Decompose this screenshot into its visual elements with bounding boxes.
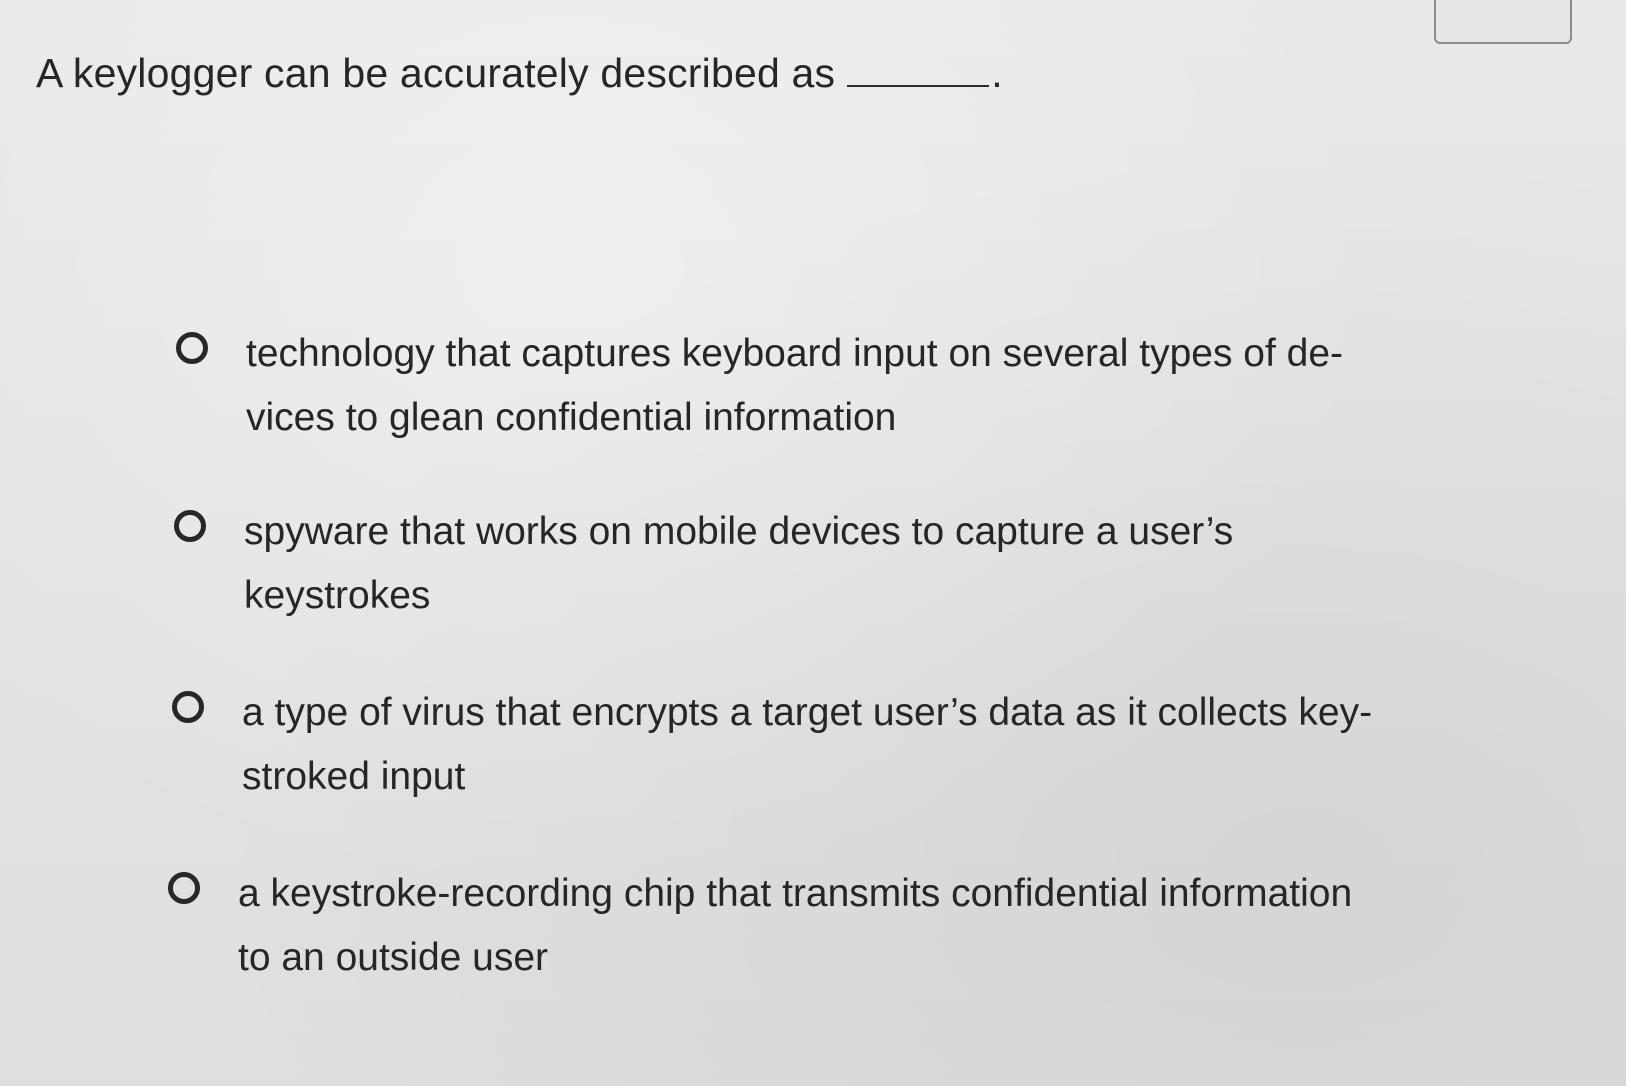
answer-option-4[interactable] [168, 862, 1478, 990]
answer-option-line: vices to glean confidential information [246, 396, 897, 439]
radio-button-icon[interactable] [174, 510, 206, 542]
answer-option-line: to an outside user [238, 936, 549, 979]
radio-button-icon[interactable] [176, 332, 208, 364]
answer-option-label[interactable] [242, 681, 1482, 809]
question-text [36, 48, 1003, 98]
answer-option-line: a keystroke-recording chip that transmits confidential information [238, 872, 1353, 915]
question-prompt: A keylogger can be accurately described as [36, 50, 836, 96]
answer-option-line: technology that captures keyboard input on several types of de- [246, 332, 1344, 375]
answer-option-2[interactable] [174, 500, 1484, 628]
radio-button-icon[interactable] [172, 691, 204, 723]
answer-option-label[interactable] [244, 500, 1484, 628]
radio-button-icon[interactable] [168, 872, 200, 904]
answer-option-3[interactable] [172, 681, 1482, 809]
answer-option-line: spyware that works on mobile devices to capture a user’s [244, 510, 1234, 553]
question-period: . [991, 50, 1003, 96]
answer-option-line: keystrokes [244, 574, 431, 617]
answer-option-label[interactable] [246, 322, 1486, 450]
answer-blank [847, 55, 989, 87]
answer-box[interactable] [1434, 0, 1572, 44]
answer-option-label[interactable] [238, 862, 1478, 990]
answer-option-line: stroked input [242, 755, 466, 798]
answer-option-1[interactable] [176, 322, 1486, 450]
answer-option-line: a type of virus that encrypts a target user’s data as it collects key- [242, 691, 1373, 734]
